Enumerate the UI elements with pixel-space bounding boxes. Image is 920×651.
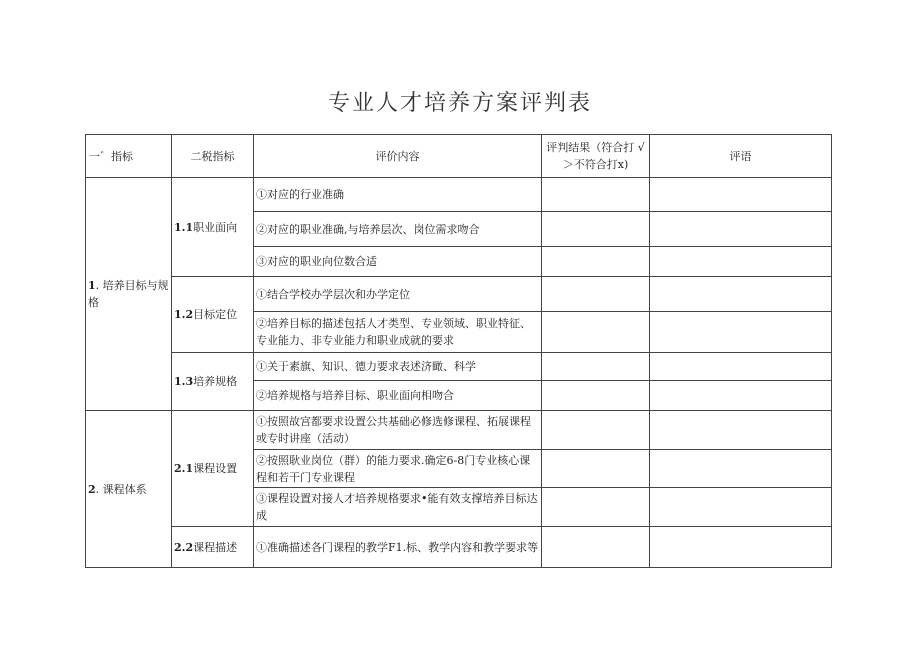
criterion-text: ①结合学校办学层次和办学定位	[254, 277, 542, 312]
comment-cell[interactable]	[650, 212, 832, 247]
comment-cell[interactable]	[650, 277, 832, 312]
result-cell[interactable]	[542, 277, 650, 312]
result-cell[interactable]	[542, 353, 650, 381]
comment-cell[interactable]	[650, 450, 832, 488]
table-row	[86, 353, 832, 381]
section-2-label: 2. 课程体系	[86, 411, 172, 568]
criterion-text: ①按照故宫都要求设置公共基础必修选修课程、拓展课程或专时讲座（活动）	[254, 411, 542, 450]
comment-cell[interactable]	[650, 411, 832, 450]
table-row	[86, 411, 832, 450]
result-cell[interactable]	[542, 312, 650, 353]
table-row	[86, 277, 832, 312]
criterion-text: ③课程设置对接人才培养规格要求•能有效支撑培养目标达成	[254, 488, 542, 527]
comment-cell[interactable]	[650, 381, 832, 411]
evaluation-table	[85, 134, 832, 568]
comment-cell[interactable]	[650, 312, 832, 353]
comment-cell[interactable]	[650, 488, 832, 527]
group-1-2-label: 1.2目标定位	[172, 277, 254, 353]
comment-cell[interactable]	[650, 247, 832, 277]
result-cell[interactable]	[542, 488, 650, 527]
result-cell[interactable]	[542, 178, 650, 212]
criterion-text: ②按照耿业岗位（群）的能力要求.确定6-8门专业核心课程和若干门专业课程	[254, 450, 542, 488]
group-1-3-label: 1.3培养规格	[172, 353, 254, 411]
header-comment: 评语	[650, 135, 832, 178]
header-level1: 一゛指标	[86, 135, 172, 178]
result-cell[interactable]	[542, 411, 650, 450]
header-row	[86, 135, 832, 178]
result-cell[interactable]	[542, 212, 650, 247]
result-cell[interactable]	[542, 247, 650, 277]
header-result: 评判结果（符合打 √＞不符合打x)	[542, 135, 650, 178]
group-1-1-label: 1.1职业面向	[172, 178, 254, 277]
result-cell[interactable]	[542, 450, 650, 488]
criterion-text: ①对应的行业准确	[254, 178, 542, 212]
criterion-text: ②培养目标的描述包括人才类型、专业领域、职业特征、专业能力、非专业能力和职业成就的要求	[254, 312, 542, 353]
comment-cell[interactable]	[650, 527, 832, 568]
result-cell[interactable]	[542, 527, 650, 568]
criterion-text: ②培养规格与培养目标、职业面向相吻合	[254, 381, 542, 411]
comment-cell[interactable]	[650, 353, 832, 381]
section-1-label: 1. 培养目标与规格	[86, 178, 172, 411]
criterion-text: ②对应的职业准确,与培养层次、岗位需求吻合	[254, 212, 542, 247]
criterion-text: ①准确描述各门课程的教学F1.标、教学内容和教学要求等	[254, 527, 542, 568]
criterion-text: ①关于素旗、知识、德力要求表述济瞰、科学	[254, 353, 542, 381]
header-level2: 二税指标	[172, 135, 254, 178]
page-title: 专业人才培养方案评判表	[327, 91, 592, 116]
group-2-2-label: 2.2课程描述	[172, 527, 254, 568]
criterion-text: ③对应的职业向位数合适	[254, 247, 542, 277]
comment-cell[interactable]	[650, 178, 832, 212]
table-row	[86, 527, 832, 568]
header-content: 评价内容	[254, 135, 542, 178]
group-2-1-label: 2.1课程设置	[172, 411, 254, 527]
result-cell[interactable]	[542, 381, 650, 411]
table-row	[86, 178, 832, 212]
